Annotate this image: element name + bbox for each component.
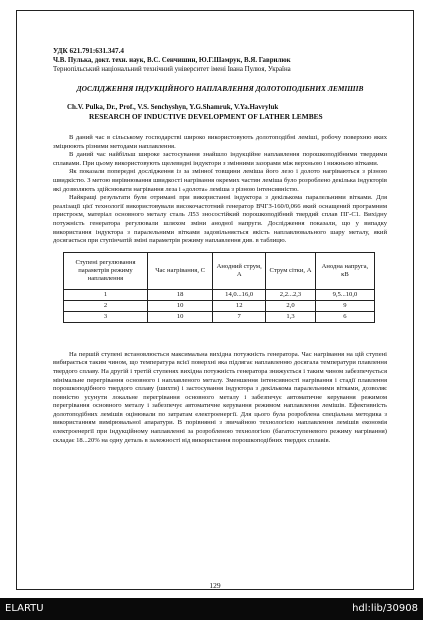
table-cell: 10 (147, 300, 212, 311)
table-cell: 9,5...10,0 (315, 289, 374, 300)
table-cell: 2 (64, 300, 148, 311)
page-content (53, 47, 387, 445)
paragraph: В даний час найбільш широке застосування знайшло індукційне наплавлення порошкоподібними твердими сплавами. При цьому використовують щелевидні індуктори з змінними зазорами між верхньою і нижньою вітками. (53, 151, 387, 167)
table-cell: 18 (147, 289, 212, 300)
table-row (64, 289, 375, 300)
body-after-table (53, 351, 387, 446)
udk-code: УДК 621.791:631.347.4 (53, 47, 125, 55)
paragraph: На першій ступені встановлюється максимальна вихідна потужність генератора. Час нагрівання на цій ступені вибирається таким чином, що температура всієї поверхні яка підлягає наплавленню досягала температури плавлення твердого сплаву. На другій і третій ступенях вихідна потужність генератора знижується і таким чином забезпечується мінімальне перегрівання основного і наплавленого металу. Зменшення інтенсивності нагрівання і стадії плавлення порошкоподібного твердого сплаву (шихти) і застосування індуктора з декількома паралельними вітками, дозволяє повністю усунути локальне перегрівання основного металу і забезпечує автоматичне керування режимом перегрівання основного металу і забезпечує автоматичне керування режимом наплавлення лемішів. Ефективність долотоподібних лемішів оцінювали по затратам електроенергії. Для цього була розроблена спеціальна методика з використанням вимірювальної апаратури. В порівнянні з звичайною технологією наплавлення лемішів економія електроенергії при індукційному наплавленні за розробленою технологією (багатоступеневого режиму нагрівання) складає 18...20% на одну деталь в залежності від використання порошкоподібних твердих сплавів. (53, 350, 387, 444)
title-en: RESEARCH OF INDUCTIVE DEVELOPMENT OF LATHER LEMBES (89, 112, 323, 121)
table-cell: 2,0 (266, 300, 316, 311)
authors-ua: Ч.В. Пулька, докт. техн. наук, В.С. Сенчишин, Ю.Г.Шамрук, В.Я. Гаврилюк (53, 57, 291, 64)
title-ua: ДОСЛІДЖЕННЯ ІНДУКЦІЙНОГО НАПЛАВЛЕННЯ ДОЛОТОПОДІБНИХ ЛЕМІШІВ (76, 84, 364, 93)
body-before-table (53, 134, 387, 246)
table-row (64, 311, 375, 322)
table-cell: 1 (64, 289, 148, 300)
table-header-cell: Анодний струм, А (213, 252, 266, 289)
table-header-cell: Ступені регулювання параметрів режиму наплавлення (64, 252, 148, 289)
table-row (64, 300, 375, 311)
table-cell: 3 (64, 311, 148, 322)
table-cell: 1,3 (266, 311, 316, 322)
affiliation: Тернопільський національний технічний університет імені Івана Пулюя, Україна (53, 66, 291, 73)
document-page (16, 10, 414, 590)
table-cell: 2,2...2,3 (266, 289, 316, 300)
table-cell: 10 (147, 311, 212, 322)
paragraph: В даний час в сільському господарстві широко використовують долотоподібні леміші, робочу поверхню яких зміцнюють різними методами наплавлення. (53, 134, 387, 150)
handle-id: hdl:lib/30908 (352, 603, 418, 614)
repository-footer-bar (0, 598, 423, 620)
table-header-cell: Струм сітки, А (266, 252, 316, 289)
paragraph: Найкращі результати були отримані при використанні індуктора з декількома паралельними вітками. Для реалізації цієї технології використовували високочастотний генератор ВЧГЗ-160/0,066 який оснащений програмним пристроєм, матеріал основного металу сталь Л53 зносостійкий порошкоподібний твердий сплав ПГ-С1. Вихідну потужність генератора регулювали шляхом зміни анодної напруги. Дослідження показали, що у випадку використання індуктора з паралельними вітками задовільняється якість наплавлювального шару металу, який досягається при ступінчатій зміні параметрів режиму наплавлення див. в таблицю. (53, 194, 387, 245)
table-header-cell: Анодна напруга, кВ (315, 252, 374, 289)
table-cell: 12 (213, 300, 266, 311)
paragraph: Як показали попередні дослідження із за змінної товщини леміша його лезо і долото нагріваються з різною швидкістю. З метою вирівнювання швидкості нагрівання окремих частин леміша було розроблено декілька індукторів які дозволяють здійснювати нагрівання леза і «долота» леміша з різною інтенсивністю. (53, 168, 387, 193)
table-header-row (64, 252, 375, 289)
page-number: 129 (209, 581, 221, 590)
table-header-cell: Час нагрівання, С (147, 252, 212, 289)
table-cell: 6 (315, 311, 374, 322)
repository-name: ELARTU (5, 603, 44, 614)
table-cell: 7 (213, 311, 266, 322)
table-cell: 14,0...16,0 (213, 289, 266, 300)
authors-en: Ch.V. Pulka, Dr., Prof., V.S. Senchyshyn, Y.G.Shamruk, V.Ya.Havryluk (67, 103, 279, 111)
table-cell: 9 (315, 300, 374, 311)
parameters-table (63, 252, 375, 323)
